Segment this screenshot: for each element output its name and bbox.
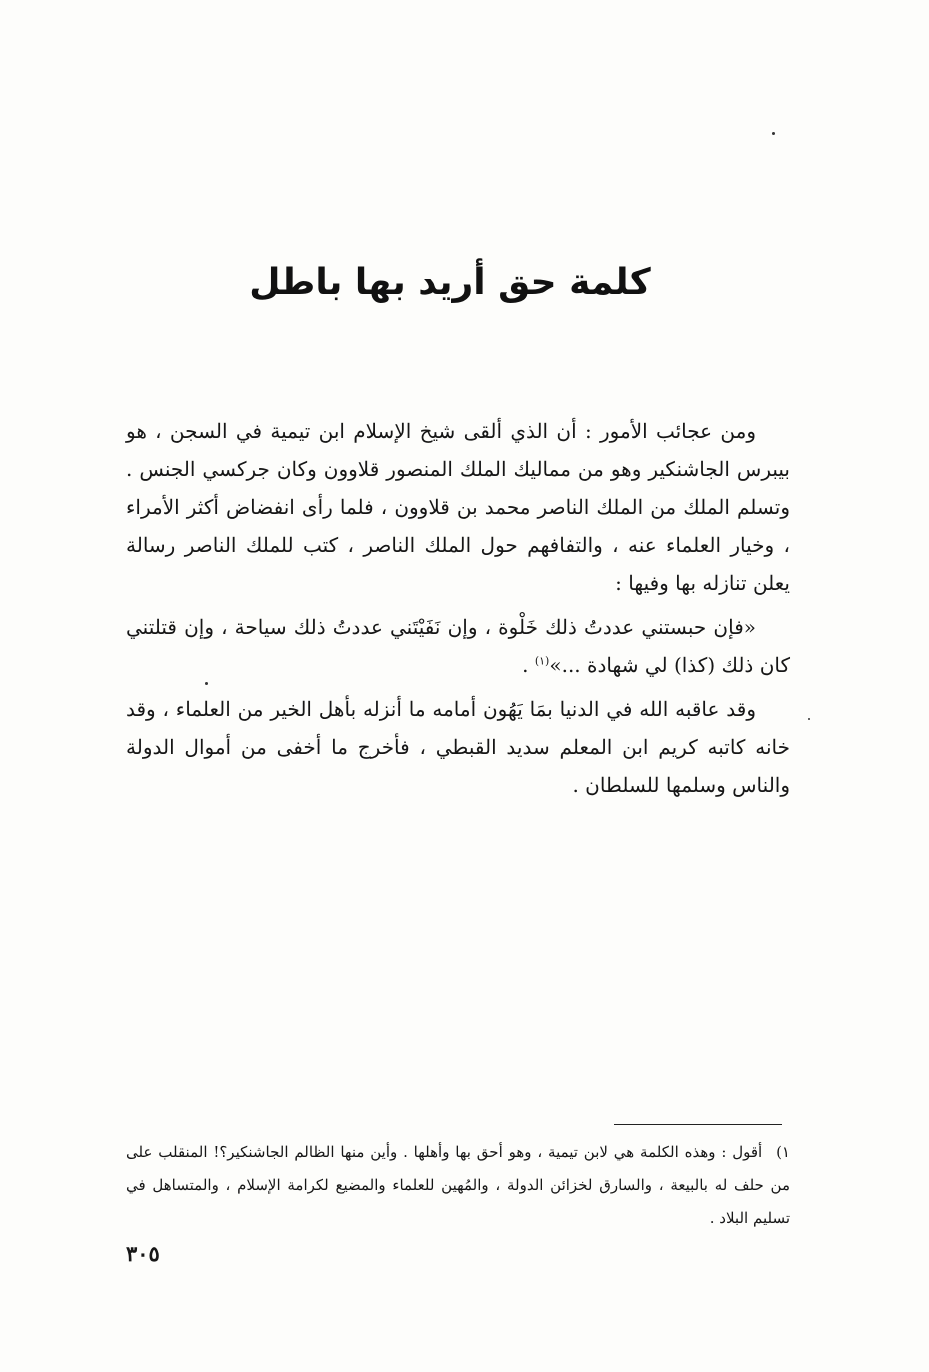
footnote-number: ١): [776, 1143, 790, 1161]
scan-speck: [205, 682, 208, 685]
scan-speck: [772, 132, 775, 135]
page-number: ٣٠٥: [126, 1241, 160, 1266]
paragraph-2-text: «فإن حبستني عددتُ ذلك خَلْوة ، وإن نَفَيْتَني عددتُ ذلك سياحة ، وإن قتلتني كان ذلك (كذا) لي شهادة ...»: [126, 615, 790, 677]
chapter-title: كلمة حق أريد بها باطل: [249, 262, 651, 303]
paragraph-3: وقد عاقبه الله في الدنيا بمَا يَهُون أمامه ما أنزله بأهل الخير من العلماء ، وقد خانه كاتبه كريم ابن المعلم سديد القبطي ، فأخرج ما أخفى من أموال الدولة والناس وسلمها للسلطان .: [126, 697, 790, 797]
footnote: [126, 1136, 790, 1235]
footnote-text: أقول : وهذه الكلمة هي لابن تيمية ، وهو أحق بها وأهلها . وأين منها الظالم الجاشنكير؟! المنقلب على من حلف له بالبيعة ، والسارق لخزائن الدولة ، والمُهين للعلماء والمضيع لكرامة الإسلام ، والمتساهل في تسليم البلاد .: [126, 1143, 790, 1227]
paragraph-2-end: .: [522, 653, 535, 677]
paragraph-1: ومن عجائب الأمور : أن الذي ألقى شيخ الإسلام ابن تيمية في السجن ، هو بيبرس الجاشنكير وهو من مماليك الملك المنصور قلاوون وكان جركسي الجنس . وتسلم الملك من الملك الناصر محمد بن قلاوون ، فلما رأى انفضاض أكثر الأمراء ، وخيار العلماء عنه ، والتفافهم حول الملك الناصر ، كتب للملك الناصر رسالة يعلن تنازله بها وفيها :: [126, 419, 790, 595]
footnote-reference[interactable]: (١): [534, 654, 550, 668]
footnote-divider: [614, 1124, 782, 1125]
paragraph-2: [126, 608, 790, 684]
main-text: [126, 412, 790, 810]
scan-speck: [808, 718, 810, 720]
